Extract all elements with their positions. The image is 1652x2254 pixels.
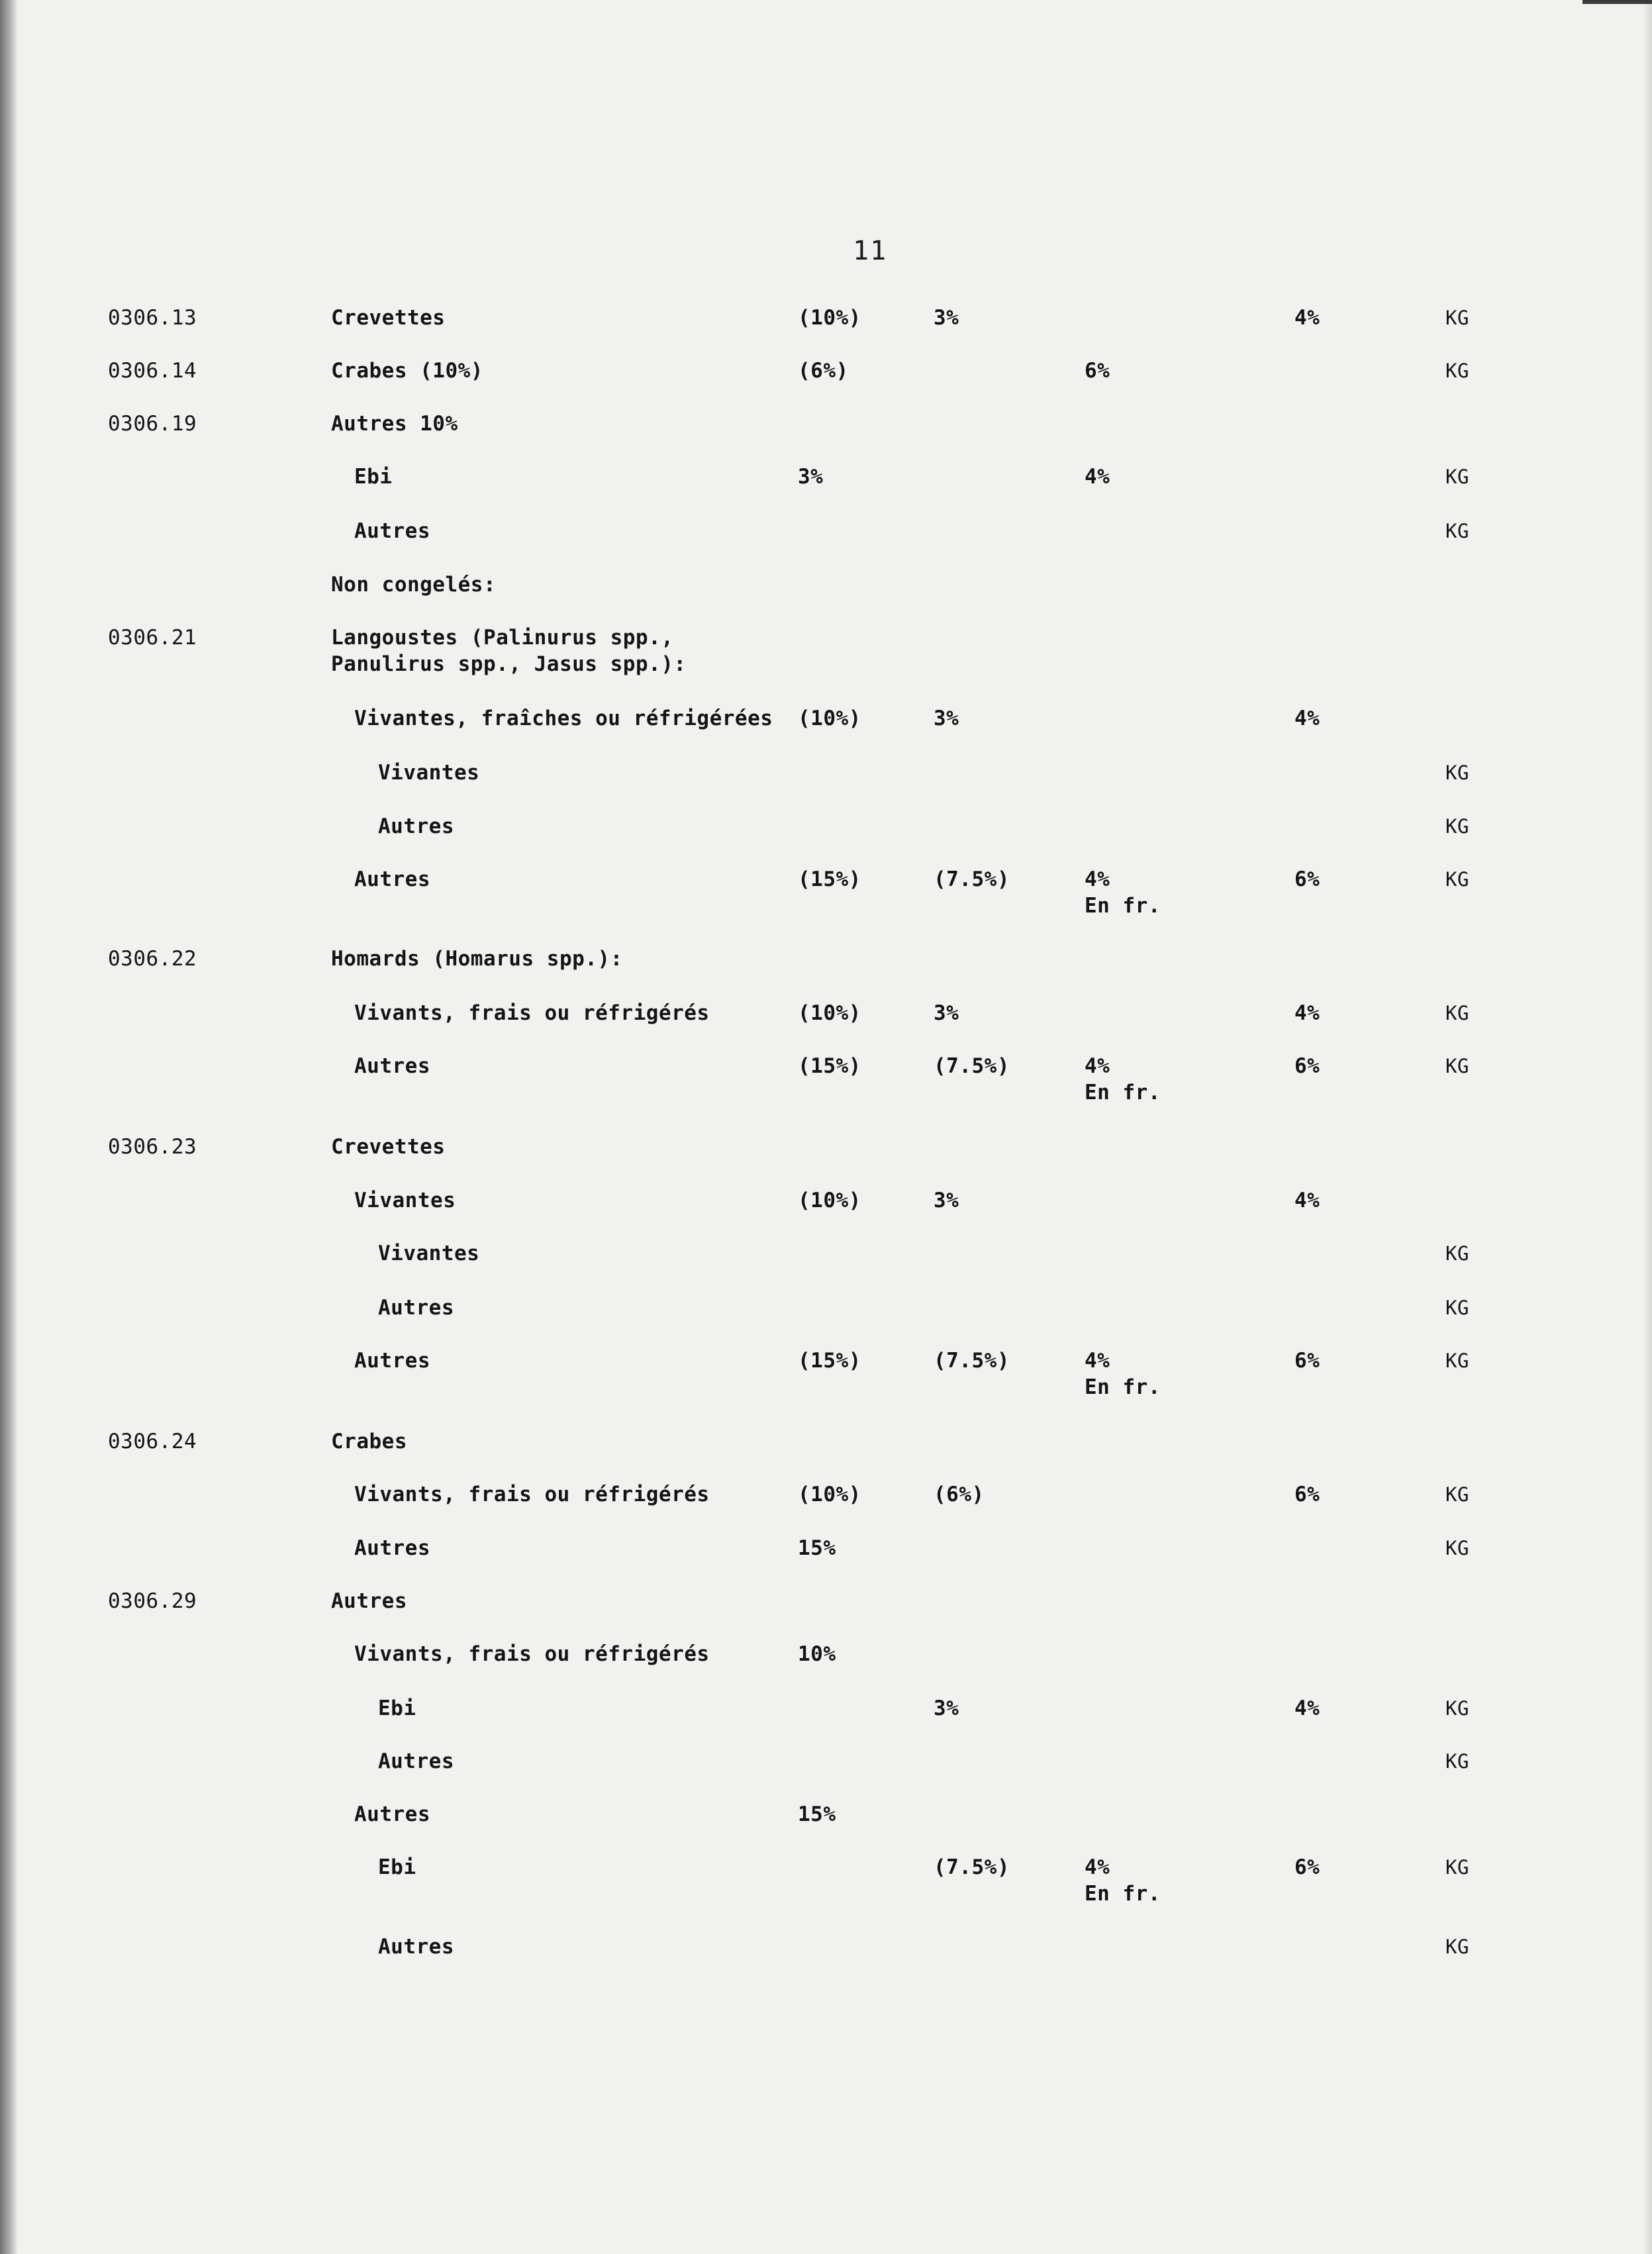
scan-border-mark: [1582, 0, 1652, 4]
unit-of-quantity: KG: [1445, 868, 1469, 891]
page-edge-shadow: [1643, 0, 1652, 2254]
tariff-heading-number: 0306.21: [108, 626, 197, 650]
tariff-heading-number: 0306.24: [108, 1430, 197, 1453]
unit-of-quantity: KG: [1445, 1483, 1469, 1506]
tariff-heading-number: 0306.13: [108, 306, 197, 330]
duty-rate-column-2: 3%: [934, 1696, 959, 1720]
tariff-heading-number: 0306.14: [108, 359, 197, 383]
duty-rate-column-4: 4%: [1294, 1696, 1320, 1720]
unit-of-quantity: KG: [1445, 1242, 1469, 1265]
unit-of-quantity: KG: [1445, 1936, 1469, 1958]
duty-rate-column-4: 6%: [1294, 1855, 1320, 1879]
product-description: Non congelés:: [331, 573, 497, 597]
duty-rate-column-1: (6%): [798, 359, 849, 383]
product-description: Vivants, frais ou réfrigérés: [354, 1483, 710, 1506]
duty-rate-column-3: 4%: [1085, 1054, 1110, 1078]
duty-rate-column-4: 4%: [1294, 1001, 1320, 1025]
product-description: Vivants, frais ou réfrigérés: [354, 1642, 710, 1666]
product-description: Vivantes: [354, 1189, 456, 1212]
tariff-heading-number: 0306.22: [108, 947, 197, 971]
duty-rate-note: En fr.: [1085, 1882, 1161, 1906]
product-description: Autres: [331, 1589, 407, 1613]
unit-of-quantity: KG: [1445, 1750, 1469, 1773]
duty-rate-column-3: 4%: [1085, 465, 1110, 489]
duty-rate-column-2: (7.5%): [934, 1054, 1010, 1078]
duty-rate-column-3: 6%: [1085, 359, 1110, 383]
duty-rate-column-3: 4%: [1085, 1855, 1110, 1879]
duty-rate-column-1: (10%): [798, 306, 861, 330]
duty-rate-column-2: (7.5%): [934, 1855, 1010, 1879]
duty-rate-column-1: (10%): [798, 1483, 861, 1506]
duty-rate-column-2: 3%: [934, 707, 959, 730]
unit-of-quantity: KG: [1445, 761, 1469, 784]
product-description: Autres: [354, 1536, 430, 1560]
duty-rate-column-1: (15%): [798, 1054, 861, 1078]
duty-rate-column-3: 4%: [1085, 1349, 1110, 1373]
unit-of-quantity: KG: [1445, 1856, 1469, 1879]
product-description: Ebi: [354, 465, 393, 489]
product-description: Vivantes: [378, 761, 480, 785]
duty-rate-column-1: (15%): [798, 867, 861, 891]
product-description: Vivantes, fraîches ou réfrigérées: [354, 707, 773, 730]
duty-rate-column-2: 3%: [934, 1001, 959, 1025]
duty-rate-column-1: 15%: [798, 1802, 836, 1826]
product-description: Homards (Homarus spp.):: [331, 947, 623, 971]
product-description: Crabes: [331, 1430, 407, 1453]
duty-rate-column-2: 3%: [934, 306, 959, 330]
unit-of-quantity: KG: [1445, 1055, 1469, 1077]
tariff-heading-number: 0306.19: [108, 412, 197, 436]
unit-of-quantity: KG: [1445, 815, 1469, 838]
duty-rate-column-4: 6%: [1294, 1054, 1320, 1078]
unit-of-quantity: KG: [1445, 1297, 1469, 1319]
unit-of-quantity: KG: [1445, 1349, 1469, 1372]
unit-of-quantity: KG: [1445, 520, 1469, 542]
product-description: Ebi: [378, 1855, 416, 1879]
product-description: Autres: [378, 814, 454, 838]
duty-rate-column-2: (7.5%): [934, 1349, 1010, 1373]
product-description: Crevettes: [331, 1135, 446, 1159]
product-description: Crevettes: [331, 306, 446, 330]
product-description: Autres: [378, 1935, 454, 1959]
product-description: Autres 10%: [331, 412, 458, 436]
duty-rate-column-2: (6%): [934, 1483, 985, 1506]
duty-rate-column-1: (10%): [798, 1001, 861, 1025]
duty-rate-column-4: 6%: [1294, 1483, 1320, 1506]
duty-rate-note: En fr.: [1085, 1375, 1161, 1399]
duty-rate-column-4: 6%: [1294, 1349, 1320, 1373]
duty-rate-column-1: (10%): [798, 707, 861, 730]
product-description: Autres: [354, 1054, 430, 1078]
duty-rate-column-1: 10%: [798, 1642, 836, 1666]
unit-of-quantity: KG: [1445, 307, 1469, 329]
duty-rate-note: En fr.: [1085, 894, 1161, 918]
product-description: Autres: [378, 1296, 454, 1320]
product-description: Autres: [354, 1349, 430, 1373]
product-description: Autres: [354, 1802, 430, 1826]
duty-rate-column-1: 3%: [798, 465, 824, 489]
product-description: Vivants, frais ou réfrigérés: [354, 1001, 710, 1025]
duty-rate-column-4: 4%: [1294, 707, 1320, 730]
duty-rate-column-1: 15%: [798, 1536, 836, 1560]
unit-of-quantity: KG: [1445, 360, 1469, 382]
product-description: Autres: [354, 867, 430, 891]
tariff-heading-number: 0306.29: [108, 1589, 197, 1613]
page-spine-shadow: [0, 0, 17, 2254]
product-description-continued: Panulirus spp., Jasus spp.):: [331, 652, 687, 676]
page-number: 11: [853, 236, 888, 266]
product-description: Vivantes: [378, 1242, 480, 1265]
duty-rate-column-2: (7.5%): [934, 867, 1010, 891]
unit-of-quantity: KG: [1445, 1537, 1469, 1559]
unit-of-quantity: KG: [1445, 1697, 1469, 1720]
unit-of-quantity: KG: [1445, 466, 1469, 488]
duty-rate-column-4: 4%: [1294, 1189, 1320, 1212]
product-description: Autres: [378, 1749, 454, 1773]
product-description: Crabes (10%): [331, 359, 483, 383]
tariff-heading-number: 0306.23: [108, 1135, 197, 1159]
product-description: Langoustes (Palinurus spp.,: [331, 626, 674, 650]
duty-rate-note: En fr.: [1085, 1081, 1161, 1104]
product-description: Autres: [354, 519, 430, 543]
product-description: Ebi: [378, 1696, 416, 1720]
duty-rate-column-1: (10%): [798, 1189, 861, 1212]
duty-rate-column-2: 3%: [934, 1189, 959, 1212]
duty-rate-column-1: (15%): [798, 1349, 861, 1373]
duty-rate-column-4: 4%: [1294, 306, 1320, 330]
unit-of-quantity: KG: [1445, 1002, 1469, 1024]
duty-rate-column-4: 6%: [1294, 867, 1320, 891]
duty-rate-column-3: 4%: [1085, 867, 1110, 891]
